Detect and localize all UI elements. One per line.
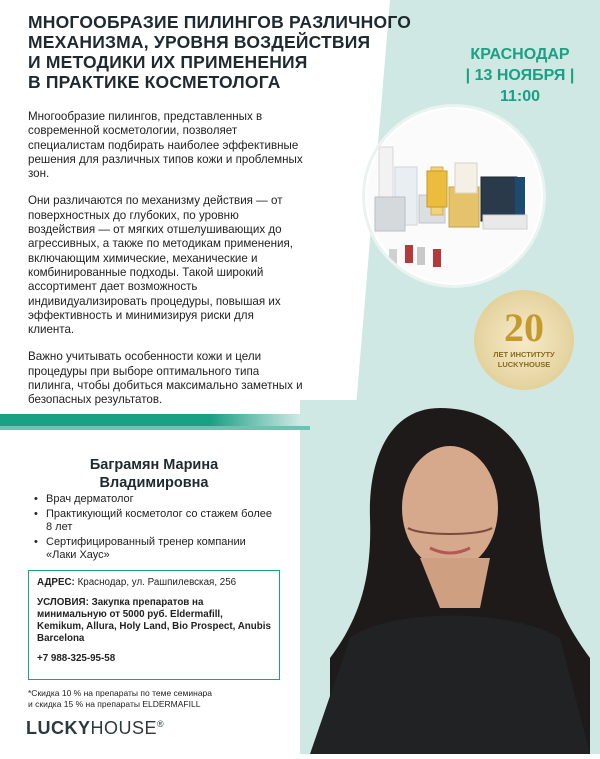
anniversary-badge — [474, 290, 574, 390]
event-info-box — [28, 570, 280, 680]
page-title — [28, 12, 448, 92]
intro-paragraph-3: Важно учитывать особенности кожи и цели процедуры при выборе оптимального типа пилинга, чтобы добиться максимально заметных и безопасных результатов. — [28, 350, 303, 407]
conditions-label: УСЛОВИЯ: — [37, 597, 89, 608]
products-illustration — [365, 107, 543, 285]
title-line-4: В ПРАКТИКЕ КОСМЕТОЛОГА — [28, 72, 281, 92]
accent-stripe-thin — [0, 426, 310, 430]
address-row — [37, 577, 271, 589]
products-image — [362, 104, 546, 288]
speaker-photo — [290, 378, 600, 754]
conditions-value: Закупка препаратов на минимальную от 5000 руб. Eldermafill, Kemikum, Allura, Holy Land, Bio Prospect, Anubis Barcelona — [37, 597, 271, 644]
credential-item: • Врач дерматолог — [34, 493, 274, 507]
title-line-2: МЕХАНИЗМА, УРОВНЯ ВОЗДЕЙСТВИЯ — [28, 32, 371, 52]
speaker-name — [34, 456, 274, 492]
address-value: Краснодар, ул. Рашпилевская, 256 — [77, 577, 237, 588]
discount-footnote — [28, 688, 318, 709]
event-city: КРАСНОДАР — [470, 46, 570, 63]
footnote-line-2: и скидка 15 % на препараты ELDERMAFILL — [28, 698, 201, 709]
speaker-name-line-2: Владимировна — [99, 475, 209, 491]
address-label: АДРЕС: — [37, 577, 75, 588]
speaker-credentials — [34, 493, 274, 564]
phone-number[interactable]: +7 988-325-95-58 — [37, 653, 116, 664]
badge-number: 20 — [504, 305, 544, 350]
conditions-row — [37, 597, 271, 645]
intro-text — [28, 110, 303, 421]
event-time: 11:00 — [499, 88, 541, 105]
intro-paragraph-1: Многообразие пилингов, представленных в современной косметологии, позволяет специалистам подбирать наиболее эффективные решения для различных типов кожи и проблемных зон. — [28, 110, 303, 181]
intro-paragraph-2: Они различаются по механизму действия — от поверхностных до глубоких, по уровню воздействия — от мягких отшелушивающих до агрессивных, а также по методикам применения, включающим химические, механические и комбинированные подходы. Такой широкий ассортимент дает возможность индивидуализировать процедуры, повышая их эффективность и минимизируя риски для клиента. — [28, 194, 293, 337]
speaker-name-line-1: Баграмян Марина — [89, 457, 219, 473]
title-line-1: МНОГООБРАЗИЕ ПИЛИНГОВ РАЗЛИЧНОГО — [28, 12, 412, 32]
phone-row — [37, 653, 271, 665]
logo-registered-mark: ® — [157, 719, 165, 729]
title-line-3: И МЕТОДИКИ ИХ ПРИМЕНЕНИЯ — [28, 52, 308, 72]
badge-line-1: ЛЕТ ИНСТИТУТУ — [493, 350, 555, 359]
event-date: | 13 НОЯБРЯ | — [465, 67, 575, 84]
event-date-block — [440, 44, 600, 107]
credential-item: • Практикующий косметолог со стажем более 8 лет — [34, 508, 274, 535]
brand-logo — [26, 718, 164, 739]
badge-line-2: LUCKYHOUSE — [497, 360, 551, 369]
footnote-line-1: *Скидка 10 % на препараты по теме семинара — [28, 688, 212, 698]
credential-item: • Сертифицированный тренер компании «Лаки Хаус» — [34, 536, 274, 563]
logo-part-2: HOUSE — [90, 718, 158, 738]
speaker-illustration — [290, 378, 600, 754]
logo-part-1: LUCKY — [26, 718, 91, 738]
